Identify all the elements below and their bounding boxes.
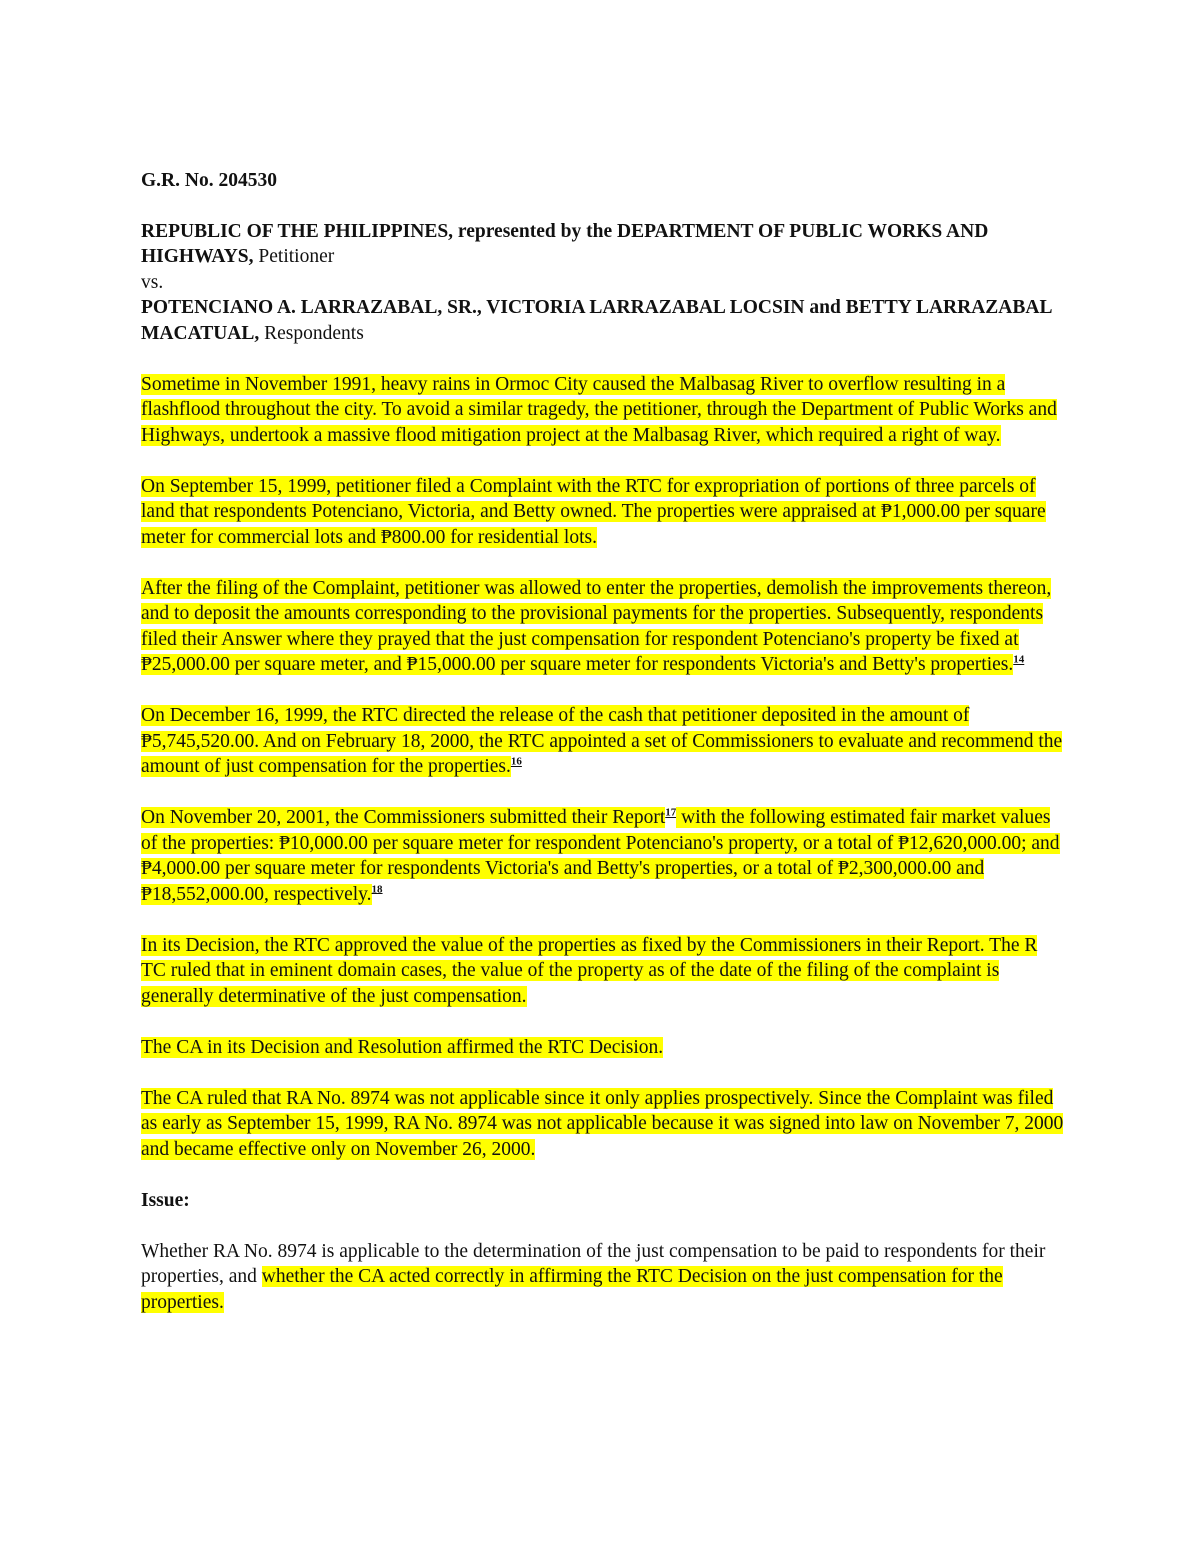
petitioner-name: REPUBLIC OF THE PHILIPPINES, represented by the DEPARTMENT OF PUBLIC WORKS AND HIGHWAYS, xyxy=(141,220,989,267)
paragraph-facts-2 xyxy=(141,474,1066,551)
paragraph-facts-6 xyxy=(141,933,1066,1010)
highlighted-text: with the following estimated fair market values of the properties: ₱10,000.00 per square meter for respondent Potenciano's property, or a total of ₱12,620,000.00; and ₱4,000.00 per square meter for respondents Victoria's and Betty's properties, or a total of ₱2,300,000.00 and ₱18,552,000.00, respectively. xyxy=(141,807,1060,905)
paragraph-facts-7 xyxy=(141,1035,1066,1061)
highlighted-text: On September 15, 1999, petitioner filed a Complaint with the RTC for expropriation of portions of three parcels of land that respondents Potenciano, Victoria, and Betty owned. The properties were appraised at ₱1,000.00 per square meter for commercial lots and ₱800.00 for residential lots. xyxy=(141,475,1046,548)
paragraph-facts-5 xyxy=(141,805,1066,907)
footnote-ref[interactable]: 14 xyxy=(1013,653,1025,666)
case-caption xyxy=(141,219,1066,347)
highlighted-text: In its Decision, the RTC approved the value of the properties as fixed by the Commissioners in their Report. The R TC ruled that in eminent domain cases, the value of the property as of the date of the filing of the complaint is generally determinative of the just compensation. xyxy=(141,934,1038,1007)
paragraph-facts-1 xyxy=(141,372,1066,449)
case-number: G.R. No. 204530 xyxy=(141,170,277,191)
issue-paragraph xyxy=(141,1239,1066,1316)
respondents-name: POTENCIANO A. LARRAZABAL, SR., VICTORIA LARRAZABAL LOCSIN and BETTY LARRAZABAL MACATUAL, xyxy=(141,297,1052,344)
highlighted-text: The CA ruled that RA No. 8974 was not applicable since it only applies prospectively. Since the Complaint was filed as early as September 15, 1999, RA No. 8974 was not applicable because it was signed into law on November 7, 2000 and became effective only on November 26, 2000. xyxy=(141,1087,1064,1160)
footnote-ref[interactable]: 18 xyxy=(371,883,383,895)
highlighted-text: The CA in its Decision and Resolution affirmed the RTC Decision. xyxy=(141,1036,664,1058)
highlighted-text: On December 16, 1999, the RTC directed the release of the cash that petitioner deposited in the amount of ₱5,745,520.00. And on February 18, 2000, the RTC appointed a set of Commissioners to evaluate and recommend the amount of just compensation for the properties. xyxy=(141,705,1063,777)
paragraph-facts-3 xyxy=(141,576,1066,678)
footnote-ref[interactable]: 16 xyxy=(510,755,522,768)
issue-heading: Issue: xyxy=(141,1189,190,1211)
versus-label: vs. xyxy=(141,271,164,293)
paragraph-facts-8 xyxy=(141,1086,1066,1163)
petitioner-role: Petitioner xyxy=(253,246,335,267)
issue-text: Whether RA No. 8974 is applicable to the determination of the just compensation to be paid to respondents for their properties, and xyxy=(141,1240,1046,1287)
paragraph-facts-4 xyxy=(141,703,1066,780)
highlighted-text: whether the CA acted correctly in affirming the RTC Decision on the just compensation for the properties. xyxy=(141,1266,1003,1313)
highlighted-text: Sometime in November 1991, heavy rains in Ormoc City caused the Malbasag River to overflow resulting in a flashflood throughout the city. To avoid a similar tragedy, the petitioner, through the Department of Public Works and Highways, undertook a massive flood mitigation project at the Malbasag River, which required a right of way. xyxy=(141,373,1057,446)
document-page xyxy=(141,168,1066,1341)
highlighted-text: After the filing of the Complaint, petitioner was allowed to enter the properties, demolish the improvements thereon, and to deposit the amounts corresponding to the provisional payments for the properties. Subsequently, respondents filed their Answer where they prayed that the just compensation for respondent Potenciano's property be fixed at ₱25,000.00 per square meter, and ₱15,000.00 per square meter for respondents Victoria's and Betty's properties. xyxy=(141,577,1052,675)
respondents-role: Respondents xyxy=(259,322,364,344)
respondents-line xyxy=(141,295,1066,346)
highlighted-text: On November 20, 2001, the Commissioners submitted their Report xyxy=(141,807,666,828)
footnote-ref[interactable]: 17 xyxy=(665,806,677,819)
petitioner-line xyxy=(141,219,1066,270)
